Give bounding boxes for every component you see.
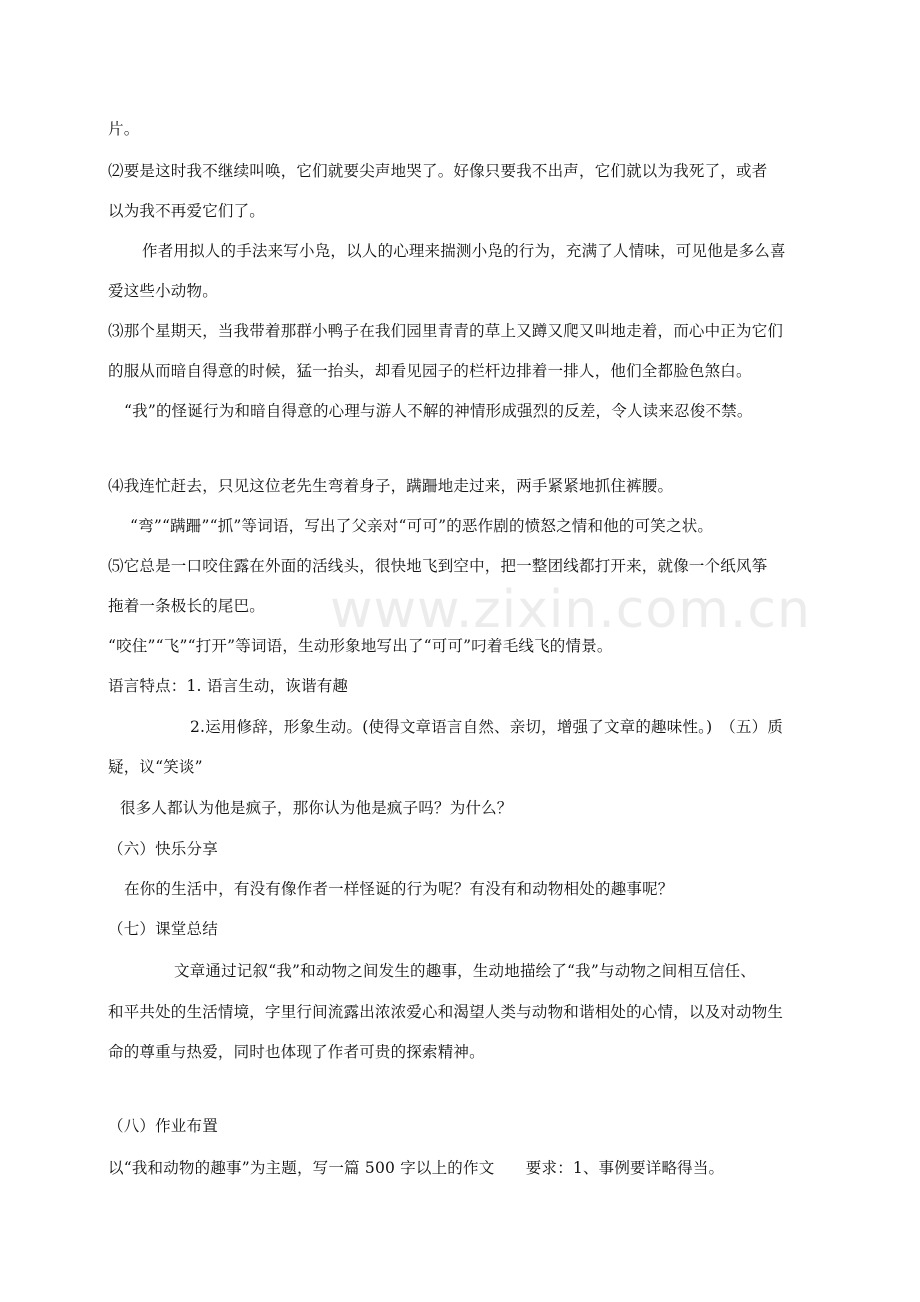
text-line: 片。 xyxy=(108,120,140,138)
text-line: 爱这些小动物。 xyxy=(108,282,218,300)
text-line: ⑵要是这时我不继续叫唤，它们就要尖声地哭了。好像只要我不出声，它们就以为我死了，或者 xyxy=(108,162,768,180)
text-line: 2.运用修辞，形象生动。(使得文章语言自然、亲切，增强了文章的趣味性。) （五）质 xyxy=(190,718,784,736)
text-line: 文章通过记叙“我”和动物之间发生的趣事，生动地描绘了“我”与动物之间相互信任、 xyxy=(174,962,756,980)
text-line: 拖着一条极长的尾巴。 xyxy=(108,597,266,615)
text-line: 语言特点：1. 语言生动，诙谐有趣 xyxy=(108,677,349,695)
text-line: “弯”“蹒跚”“抓”等词语，写出了父亲对“可可”的恶作剧的愤怒之情和他的可笑之状。 xyxy=(130,517,714,535)
section-heading: （七）课堂总结 xyxy=(108,920,218,938)
text-line: 疑，议“笑谈” xyxy=(108,758,203,776)
text-line: 以为我不再爱它们了。 xyxy=(108,202,266,220)
text-line: ⑷我连忙赶去，只见这位老先生弯着身子，蹒跚地走过来，两手紧紧地抓住裤腰。 xyxy=(108,477,674,495)
section-heading: （六）快乐分享 xyxy=(108,840,218,858)
text-line: 在你的生活中，有没有像作者一样怪诞的行为呢？有没有和动物相处的趣事呢？ xyxy=(124,880,674,898)
text-line: 的服从而暗自得意的时候，猛一抬头，却看见园子的栏杆边排着一排人，他们全都脸色煞白。 xyxy=(108,362,752,380)
text-line: “咬住”“飞”“打开”等词语，生动形象地写出了“可可”叼着毛线飞的情景。 xyxy=(108,637,613,655)
text-line: 和平共处的生活情境，字里行间流露出浓浓爱心和渴望人类与动物和谐相处的心情，以及对动物生 xyxy=(108,1003,784,1021)
text-line: ⑸它总是一口咬住露在外面的活线头，很快地飞到空中，把一整团线都打开来，就像一个纸风筝 xyxy=(108,557,768,575)
text-line: “我”的怪诞行为和暗自得意的心理与游人不解的神情形成强烈的反差，令人读来忍俊不禁。 xyxy=(124,402,753,420)
text-line: 很多人都认为他是疯子，那你认为他是疯子吗？为什么？ xyxy=(120,799,513,817)
text-line: 以“我和动物的趣事”为主题，写一篇 500 字以上的作文 要求：1、事例要详略得当。 xyxy=(108,1159,725,1177)
text-line: ⑶那个星期天，当我带着那群小鸭子在我们园里青青的草上又蹲又爬又叫地走着，而心中正为它们 xyxy=(108,322,784,340)
section-heading: （八）作业布置 xyxy=(108,1117,218,1135)
watermark: www.zixin.com.cn xyxy=(330,580,811,640)
text-line: 命的尊重与热爱，同时也体现了作者可贵的探索精神。 xyxy=(108,1043,485,1061)
text-line: 作者用拟人的手法来写小凫，以人的心理来揣测小凫的行为，充满了人情味，可见他是多么喜 xyxy=(142,242,786,260)
